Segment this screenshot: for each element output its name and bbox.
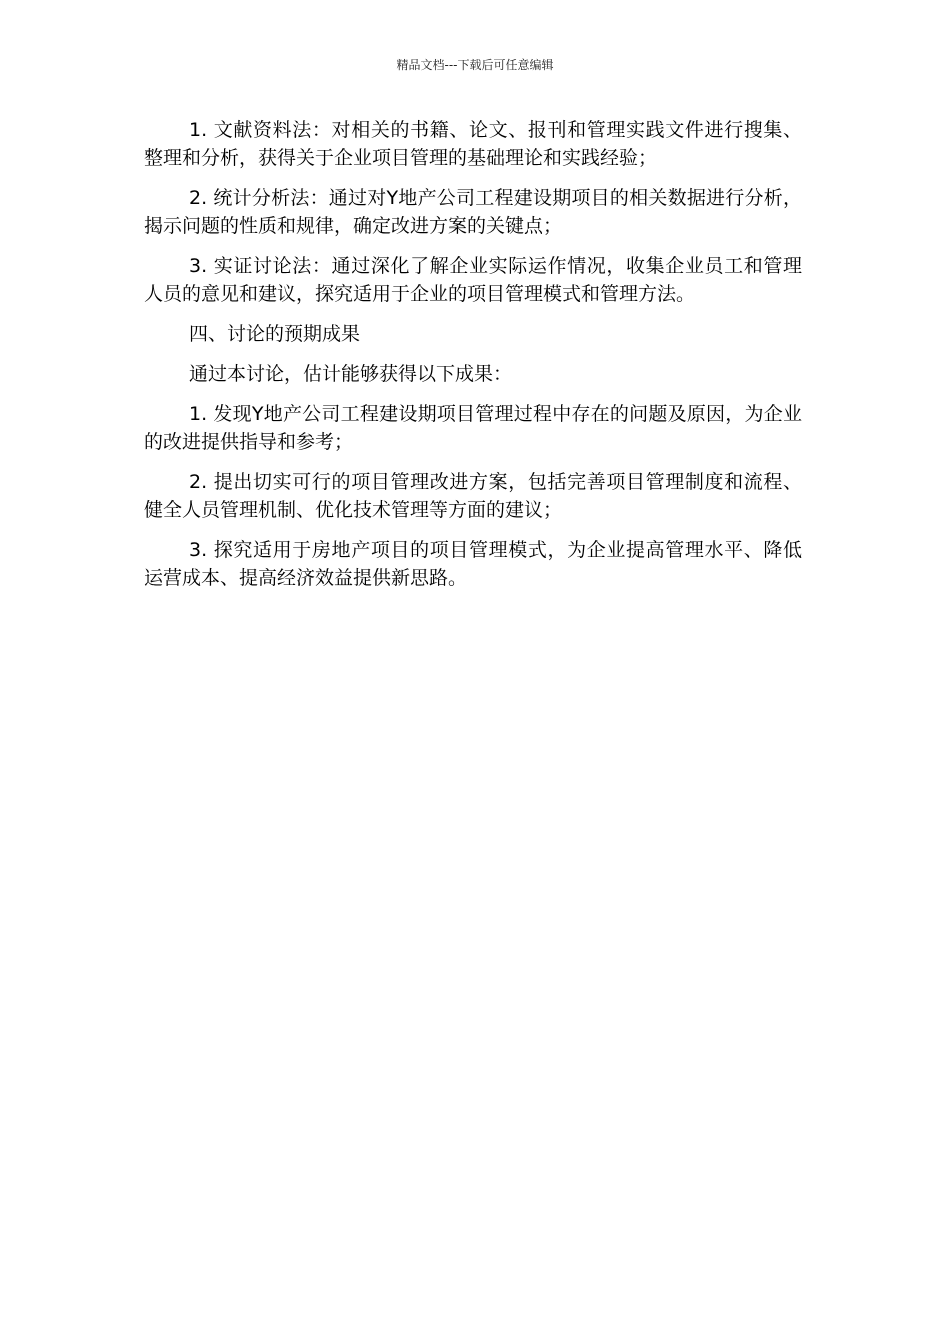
- result-item-2: 2. 提出切实可行的项目管理改进方案，包括完善项目管理制度和流程、健全人员管理机制、优化技术管理等方面的建议；: [144, 471, 802, 521]
- method-statistics: 2. 统计分析法：通过对Y地产公司工程建设期项目的相关数据进行分析，揭示问题的性质和规律，确定改进方案的关键点；: [144, 187, 802, 237]
- result-item-1: 1. 发现Y地产公司工程建设期项目管理过程中存在的问题及原因，为企业的改进提供指导和参考；: [144, 403, 802, 453]
- page-header: 精品文档---下载后可任意编辑: [396, 58, 554, 72]
- method-literature: 1. 文献资料法：对相关的书籍、论文、报刊和管理实践文件进行搜集、整理和分析，获得关于企业项目管理的基础理论和实践经验；: [144, 119, 802, 169]
- document-body: [144, 116, 802, 604]
- method-empirical: 3. 实证讨论法：通过深化了解企业实际运作情况，收集企业员工和管理人员的意见和建议，探究适用于企业的项目管理模式和管理方法。: [144, 255, 802, 305]
- section-heading-expected-results: 四、讨论的预期成果: [189, 323, 361, 345]
- results-intro: 通过本讨论，估计能够获得以下成果：: [189, 363, 513, 385]
- result-item-3: 3. 探究适用于房地产项目的项目管理模式，为企业提高管理水平、降低运营成本、提高经济效益提供新思路。: [144, 539, 802, 589]
